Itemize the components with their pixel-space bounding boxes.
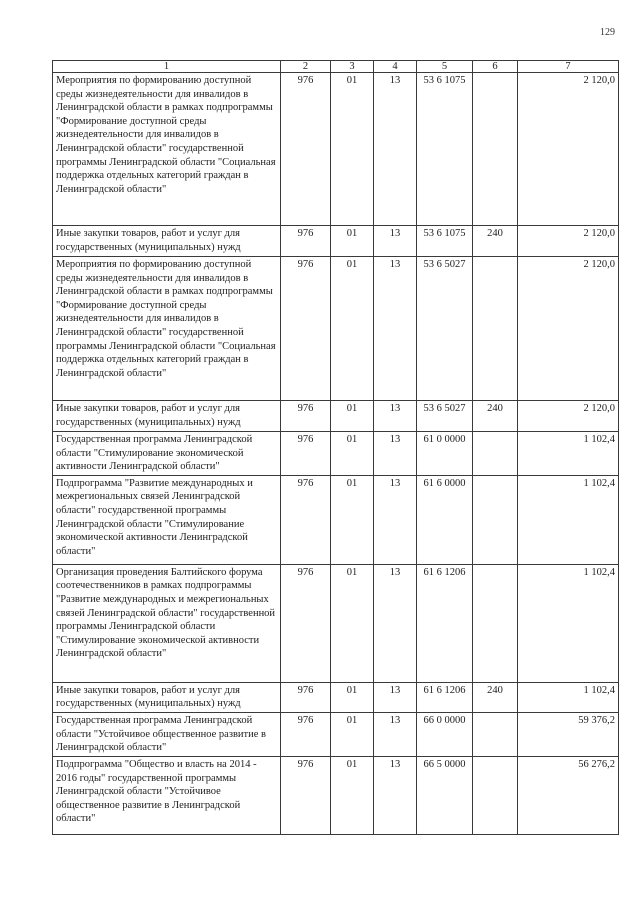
row-target-code: 61 0 0000 xyxy=(417,432,473,476)
row-section: 01 xyxy=(331,756,374,834)
row-subsection: 13 xyxy=(374,432,417,476)
table-row xyxy=(53,564,619,682)
row-subsection: 13 xyxy=(374,756,417,834)
row-name: Государственная программа Ленинградской области "Стимулирование экономической активности Ленинградской области" xyxy=(53,432,281,476)
row-subsection: 13 xyxy=(374,73,417,226)
row-admin-code: 976 xyxy=(281,475,331,564)
column-header: 1 xyxy=(53,61,281,73)
row-subsection: 13 xyxy=(374,564,417,682)
table-row xyxy=(53,432,619,476)
row-target-code: 66 0 0000 xyxy=(417,712,473,756)
row-section: 01 xyxy=(331,226,374,257)
row-admin-code: 976 xyxy=(281,682,331,712)
row-name: Иные закупки товаров, работ и услуг для государственных (муниципальных) нужд xyxy=(53,682,281,712)
row-amount: 1 102,4 xyxy=(518,564,619,682)
row-name: Мероприятия по формированию доступной среды жизнедеятельности для инвалидов в Ленинградской области в рамках подпрограммы "Формирование доступной среды жизнедеятельности для инвалидов в Ленинградской области" государственной программы Ленинградской области "Социальная поддержка отдельных категорий граждан в Ленинградской области" xyxy=(53,257,281,401)
row-admin-code: 976 xyxy=(281,73,331,226)
row-admin-code: 976 xyxy=(281,564,331,682)
row-amount: 59 376,2 xyxy=(518,712,619,756)
row-expense-type xyxy=(473,432,518,476)
row-subsection: 13 xyxy=(374,401,417,432)
column-header: 5 xyxy=(417,61,473,73)
row-name: Организация проведения Балтийского форума соотечественников в рамках подпрограммы "Развитие международных и межрегиональных связей Ленинградской области" государственной программы Ленинградской области "Стимулирование экономической активности Ленинградской области" xyxy=(53,564,281,682)
row-subsection: 13 xyxy=(374,257,417,401)
row-admin-code: 976 xyxy=(281,257,331,401)
table-row xyxy=(53,682,619,712)
budget-table xyxy=(52,60,619,835)
row-amount: 1 102,4 xyxy=(518,682,619,712)
row-expense-type xyxy=(473,257,518,401)
column-number-row xyxy=(53,61,619,73)
column-header: 3 xyxy=(331,61,374,73)
row-expense-type: 240 xyxy=(473,401,518,432)
row-amount: 1 102,4 xyxy=(518,475,619,564)
page-number: 129 xyxy=(600,27,615,38)
row-section: 01 xyxy=(331,401,374,432)
row-target-code: 61 6 1206 xyxy=(417,682,473,712)
table-row xyxy=(53,226,619,257)
table-row xyxy=(53,475,619,564)
row-target-code: 61 6 0000 xyxy=(417,475,473,564)
row-expense-type xyxy=(473,712,518,756)
row-name: Государственная программа Ленинградской области "Устойчивое общественное развитие в Ленинградской области" xyxy=(53,712,281,756)
row-target-code: 53 6 1075 xyxy=(417,73,473,226)
row-amount: 56 276,2 xyxy=(518,756,619,834)
row-amount: 2 120,0 xyxy=(518,401,619,432)
row-subsection: 13 xyxy=(374,682,417,712)
row-subsection: 13 xyxy=(374,712,417,756)
row-subsection: 13 xyxy=(374,226,417,257)
row-section: 01 xyxy=(331,682,374,712)
row-section: 01 xyxy=(331,432,374,476)
row-subsection: 13 xyxy=(374,475,417,564)
row-name: Мероприятия по формированию доступной среды жизнедеятельности для инвалидов в Ленинградской области в рамках подпрограммы "Формирование доступной среды жизнедеятельности для инвалидов в Ленинградской области" государственной программы Ленинградской области "Социальная поддержка отдельных категорий граждан в Ленинградской области" xyxy=(53,73,281,226)
row-amount: 1 102,4 xyxy=(518,432,619,476)
row-name: Иные закупки товаров, работ и услуг для государственных (муниципальных) нужд xyxy=(53,226,281,257)
row-admin-code: 976 xyxy=(281,226,331,257)
column-header: 7 xyxy=(518,61,619,73)
column-header: 2 xyxy=(281,61,331,73)
row-section: 01 xyxy=(331,712,374,756)
row-expense-type: 240 xyxy=(473,682,518,712)
row-target-code: 66 5 0000 xyxy=(417,756,473,834)
row-target-code: 53 6 5027 xyxy=(417,401,473,432)
table-row xyxy=(53,401,619,432)
row-expense-type: 240 xyxy=(473,226,518,257)
column-header: 4 xyxy=(374,61,417,73)
row-expense-type xyxy=(473,475,518,564)
table-row xyxy=(53,73,619,226)
row-section: 01 xyxy=(331,73,374,226)
row-amount: 2 120,0 xyxy=(518,73,619,226)
row-name: Подпрограмма "Общество и власть на 2014 - 2016 годы" государственной программы Ленинградской области "Устойчивое общественное развитие в Ленинградской области" xyxy=(53,756,281,834)
row-name: Подпрограмма "Развитие международных и межрегиональных связей Ленинградской области" государственной программы Ленинградской области "Стимулирование экономической активности Ленинградской области" xyxy=(53,475,281,564)
row-admin-code: 976 xyxy=(281,432,331,476)
row-section: 01 xyxy=(331,564,374,682)
row-target-code: 53 6 5027 xyxy=(417,257,473,401)
row-expense-type xyxy=(473,564,518,682)
row-expense-type xyxy=(473,756,518,834)
row-amount: 2 120,0 xyxy=(518,257,619,401)
row-expense-type xyxy=(473,73,518,226)
table-row xyxy=(53,257,619,401)
row-admin-code: 976 xyxy=(281,712,331,756)
row-name: Иные закупки товаров, работ и услуг для государственных (муниципальных) нужд xyxy=(53,401,281,432)
row-target-code: 53 6 1075 xyxy=(417,226,473,257)
table-row xyxy=(53,712,619,756)
row-section: 01 xyxy=(331,257,374,401)
row-section: 01 xyxy=(331,475,374,564)
row-target-code: 61 6 1206 xyxy=(417,564,473,682)
row-amount: 2 120,0 xyxy=(518,226,619,257)
row-admin-code: 976 xyxy=(281,401,331,432)
row-admin-code: 976 xyxy=(281,756,331,834)
table-row xyxy=(53,756,619,834)
column-header: 6 xyxy=(473,61,518,73)
